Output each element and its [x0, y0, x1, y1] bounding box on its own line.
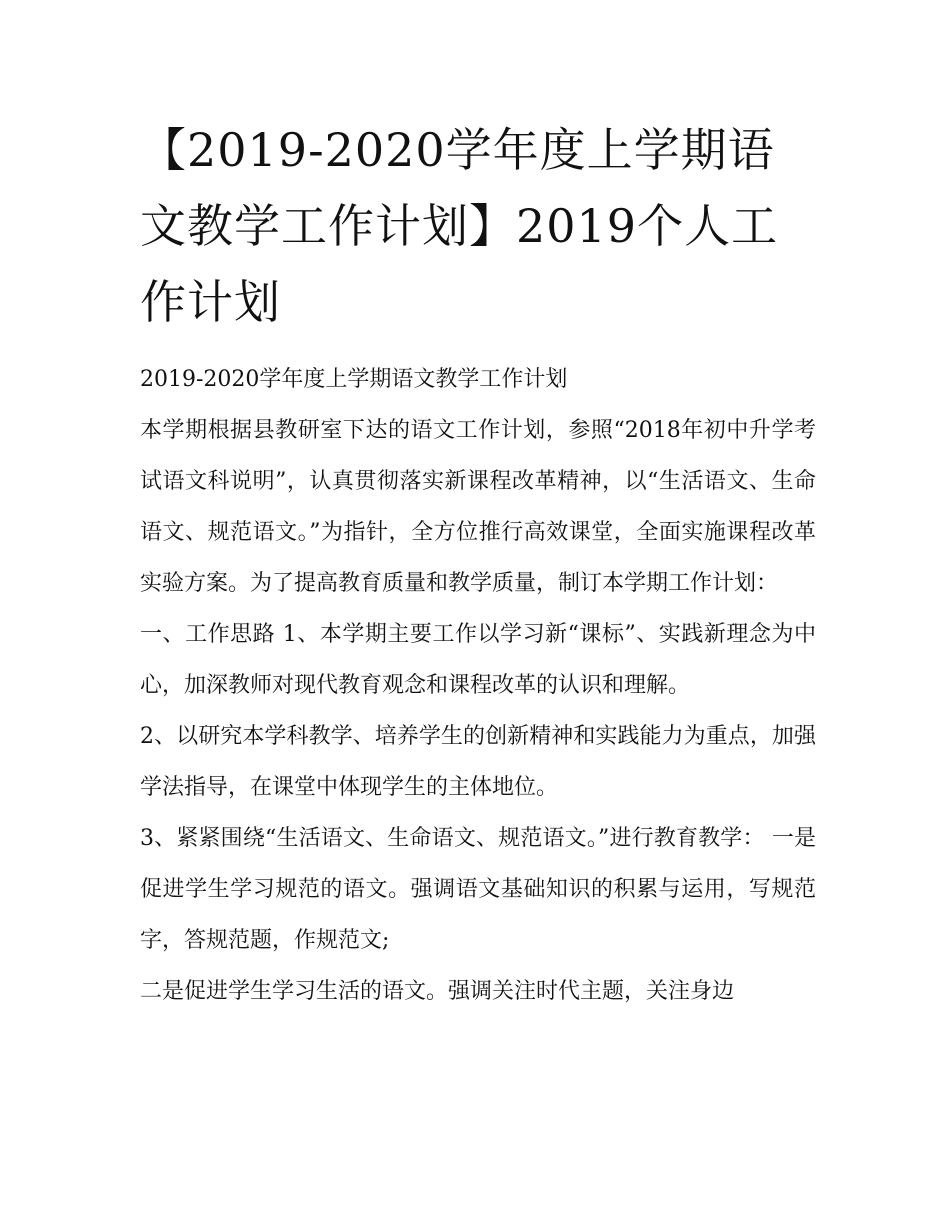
- paragraph-point-3-continued: 二是促进学生学习生活的语文。强调关注时代主题，关注身边: [140, 979, 735, 1004]
- paragraph-subtitle: 2019-2020学年度上学期语文教学工作计划: [140, 367, 568, 392]
- paragraph-point-2: 2、以研究本学科教学、培养学生的创新精神和实践能力为重点，加强学法指导，在课堂中体现学生的主体地位。: [140, 724, 816, 800]
- paragraph-intro: 本学期根据县教研室下达的语文工作计划，参照“2018年初中升学考试语文科说明”，认真贯彻落实新课程改革精神，以“生活语文、生命语文、规范语文。”为指针，全方位推行高效课堂，全面实施课程改革实验方案。为了提高教育质量和教学质量，制订本学期工作计划：: [140, 418, 816, 596]
- document-title: 【2019-2020学年度上学期语文教学工作计划】2019个人工作计划: [140, 123, 779, 329]
- document-body: [140, 354, 816, 1017]
- paragraph-point-3: 3、紧紧围绕“生活语文、生命语文、规范语文。”进行教育教学： 一是促进学生学习规范的语文。强调语文基础知识的积累与运用，写规范字，答规范题，作规范文;: [140, 826, 816, 953]
- paragraph-point-1: 一、工作思路 1、本学期主要工作以学习新“课标”、实践新理念为中心，加深教师对现代教育观念和课程改革的认识和理解。: [140, 622, 816, 698]
